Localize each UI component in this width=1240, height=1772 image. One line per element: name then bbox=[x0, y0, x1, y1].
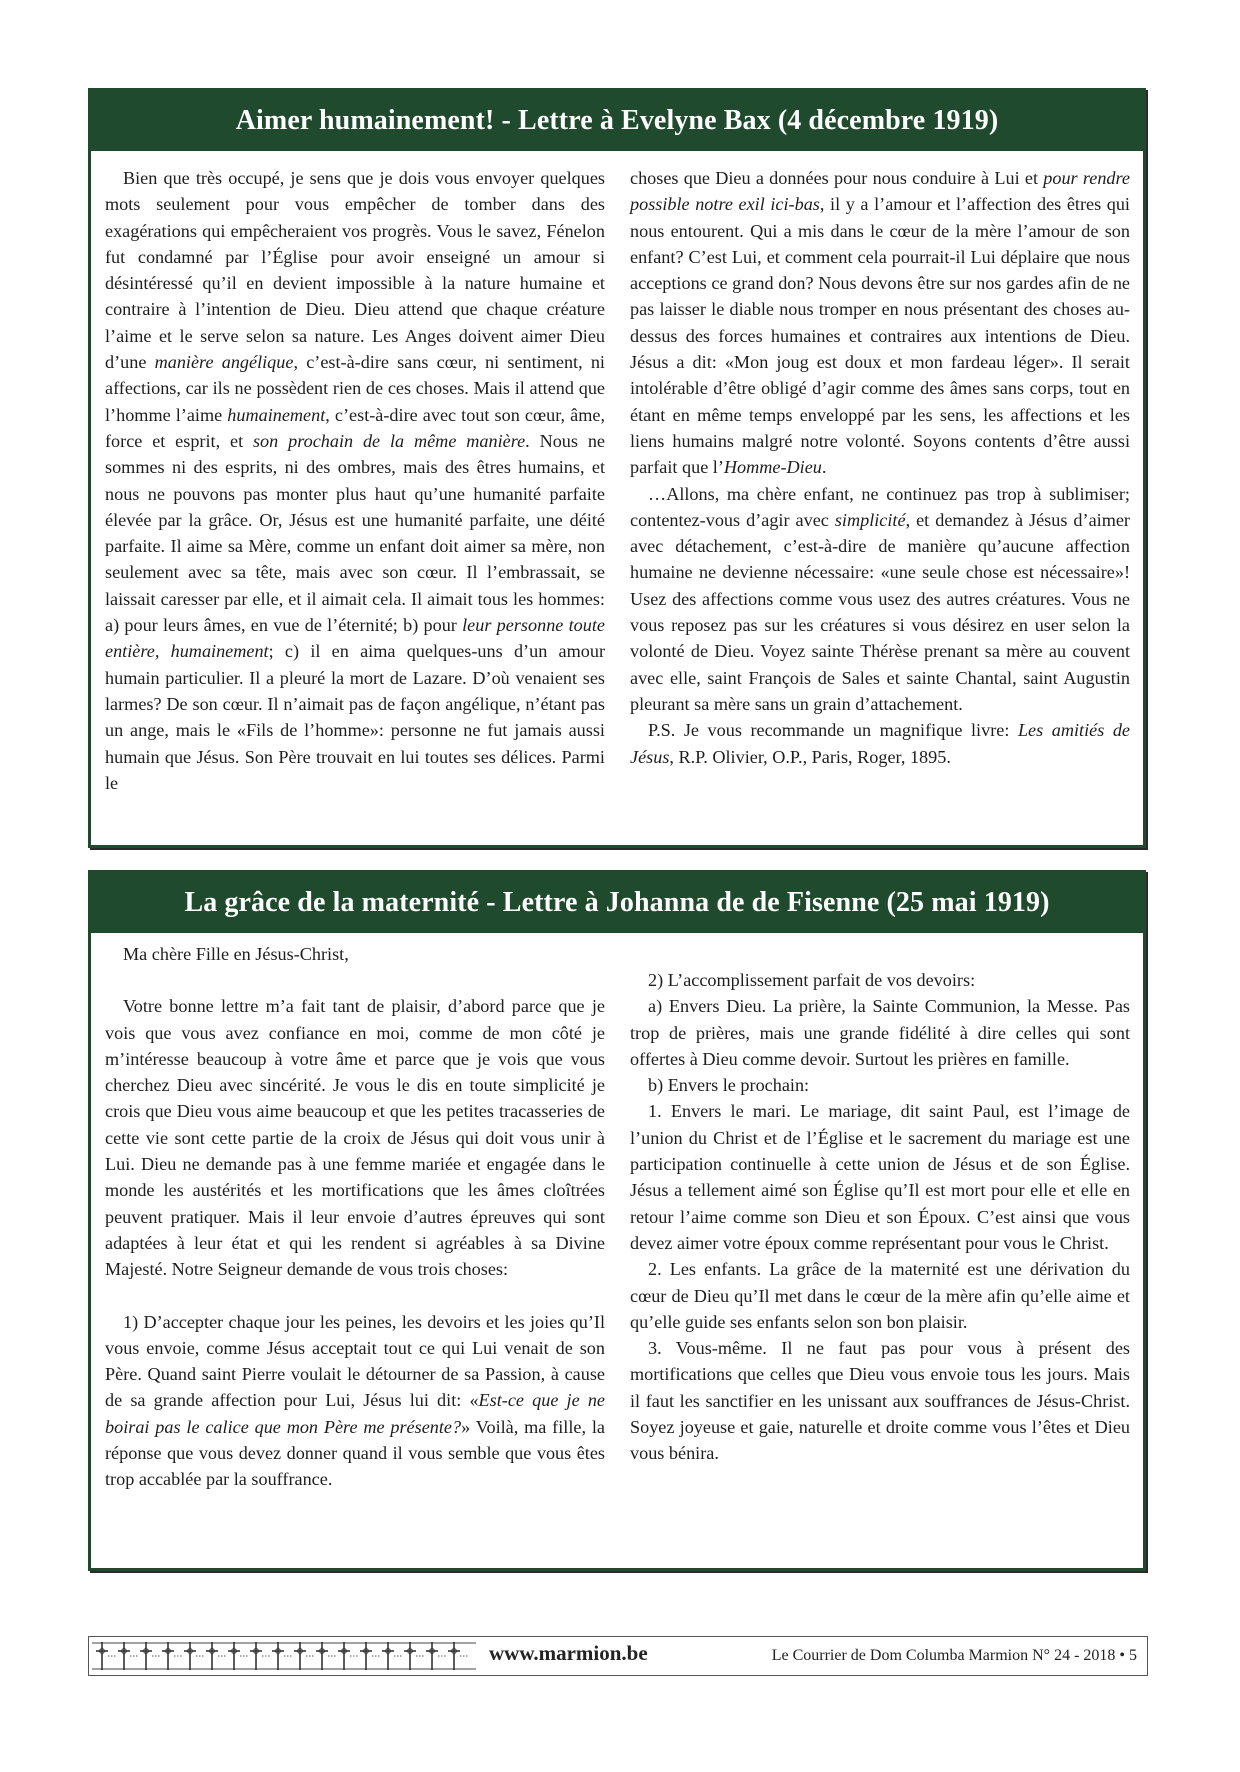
right-column bbox=[630, 933, 1130, 1493]
paragraph: Bien que très occupé, je sens que je dois vous envoyer quelques mots seulement pour vous empêcher de tomber dans des exagérations qui empêcheraient vos progrès. Vous le savez, Fénelon fut condamné par l’Église pour avoir enseigné un amour si désintéressé qu’il en devient impossible à la nature humaine et contraire à l’intention de Dieu. Dieu attend que chaque créature l’aime et le serve selon sa nature. Les Anges doivent aimer Dieu d’une manière angélique, c’est-à-dire sans cœur, ni sentiment, ni affections, car ils ne possèdent rien de ces choses. Mais il attend que l’homme l’aime humainement, c’est-à-dire avec tout son cœur, âme, force et esprit, et son prochain de la même manière. Nous ne sommes ni des esprits, ni des ombres, mais des êtres humains, et nous ne pouvons pas monter plus haut qu’une humanité parfaite élevée par la grâce. Or, Jésus est une humanité parfaite, une déité parfaite. Il aime sa Mère, comme un enfant doit aimer sa mère, non seulement avec sa tête, mais avec son cœur. Il l’embrassait, se laissait caresser par elle, et il aimait cela. Il aimait tous les hommes: a) pour leurs âmes, en vue de l’éternité; b) pour leur personne toute entière, humainement; c) il en aima quelques-uns d’un amour humain particulier. Il a pleuré la mort de Lazare. D’où venaient ses larmes? De son cœur. Il n’aimait pas de façon angélique, n’étant pas un ange, mais le «Fils de l’homme»: personne ne fut jamais aussi humain que Jésus. Son Père trouvait en lui toutes ses délices. Parmi le bbox=[105, 168, 606, 793]
article-box-grace-maternite bbox=[88, 870, 1146, 1571]
right-column bbox=[630, 165, 1130, 796]
paragraph: 2. Les enfants. La grâce de la maternité est une dérivation du cœur de Dieu qu’Il met dans le cœur de la mère afin qu’elle aime et qu’elle guide ses enfants selon son bon plaisir. bbox=[630, 1259, 1130, 1332]
article-columns bbox=[91, 151, 1143, 796]
paragraph: b) Envers le prochain: bbox=[648, 1075, 810, 1096]
article-box-aimer-humainement bbox=[88, 88, 1146, 848]
paragraph: 3. Vous-même. Il ne faut pas pour vous à présent des mortifications que celles que Dieu vous envoie tous les jours. Mais il faut les sanctifier en les unissant aux souffrances de Jésus-Christ. Soyez joyeuse et gaie, naturelle et droite comme vous l’êtes et Dieu vous bénira. bbox=[630, 1338, 1130, 1464]
issue-info: Le Courrier de Dom Columba Marmion N° 24 - 2018 • 5 bbox=[771, 1647, 1137, 1664]
page-footer bbox=[88, 1636, 1148, 1676]
website-link[interactable]: www.marmion.be bbox=[489, 1641, 648, 1665]
paragraph: 1. Envers le mari. Le mariage, dit saint Paul, est l’image de l’union du Christ et de l’Église et le sacrement du mariage est une participation continuelle à cette union de Jésus et de son Église. Jésus a tellement aimé son Église qu’Il est mort pour elle et elle en retour l’aime comme son Dieu et son Époux. C’est ainsi que vous devez aimer votre époux comme représentant pour vous le Christ. bbox=[630, 1101, 1130, 1253]
paragraph: choses que Dieu a données pour nous conduire à Lui et pour rendre possible notre exil ici-bas, il y a l’amour et l’affection des êtres qui nous entourent. Qui a mis dans le cœur de la mère l’amour de son enfant? C’est Lui, et comment cela pourrait-il Lui déplaire que nous acceptions ce grand don? Nous devons être sur nos gardes afin de ne pas laisser le diable nous tromper en nous présentant des choses au-dessus des forces humaines et contraires aux intentions de Dieu. Jésus a dit: «Mon joug est doux et mon fardeau léger». Il serait intolérable d’être obligé d’agir comme des âmes sans corps, tout en étant en même temps enveloppé par les sens, les affections et les liens humains malgré notre volonté. Soyons contents d’être aussi parfait que l’Homme-Dieu. bbox=[630, 168, 1130, 478]
cross-ornament-icon bbox=[92, 1640, 476, 1672]
paragraph: 1) D’accepter chaque jour les peines, les devoirs et les joies qu’Il vous envoie, comme Jésus acceptait tout ce qui Lui venait de son Père. Quand saint Pierre voulait le détourner de sa Passion, à cause de sa grande affection pour Lui, Jésus lui dit: «Est-ce que je ne boirai pas le calice que mon Père me présente?» Voilà, ma fille, la réponse que vous devez donner quand il vous semble que vous êtes trop accablée par la souffrance. bbox=[105, 1311, 605, 1490]
article-title: La grâce de la maternité - Lettre à Johanna de de Fisenne (25 mai 1919) bbox=[91, 873, 1143, 933]
left-column bbox=[105, 933, 605, 1493]
paragraph: 2) L’accomplissement parfait de vos devoirs: bbox=[648, 970, 976, 990]
article-columns bbox=[91, 933, 1143, 1493]
postscript: P.S. Je vous recommande un magnifique livre: Les amitiés de Jésus, R.P. Olivier, O.P., Paris, Roger, 1895. bbox=[630, 720, 1130, 767]
paragraph: …Allons, ma chère enfant, ne continuez pas trop à sublimiser; contentez-vous d’agir avec simplicité, et demandez à Jésus d’aimer avec détachement, c’est-à-dire de manière qu’aucune affection humaine ne devienne nécessaire: «une seule chose est nécessaire»! Usez des affections comme vous usez des autres créatures. Vous ne vous reposez pas sur les créatures si vous désirez en user selon la volonté de Dieu. Voyez sainte Thérèse prenant sa mère au couvent avec elle, saint François de Sales et sainte Chantal, saint Augustin pleurant sa mère sans un grain d’attachement. bbox=[630, 483, 1130, 714]
paragraph: Votre bonne lettre m’a fait tant de plaisir, d’abord parce que je vois que vous avez confiance en moi, comme de mon côté je m’intéresse beaucoup à votre âme et parce que je vois que vous cherchez Dieu avec sincérité. Je vous le dis en toute simplicité je crois que Dieu vous aime beaucoup et que les petites tracasseries de cette vie sont cette partie de la croix de Jésus qui doit vous unir à Lui. Dieu ne demande pas à une femme mariée et engagée dans le monde les austérités et les mortifications que les âmes cloîtrées peuvent pratiquer. Mais il leur envoie d’autres épreuves qui sont adaptées à leur état et qui les rendent si agréables à sa Divine Majesté. Notre Seigneur demande de vous trois choses: bbox=[105, 996, 605, 1280]
salutation: Ma chère Fille en Jésus-Christ, bbox=[123, 944, 349, 964]
paragraph: a) Envers Dieu. La prière, la Sainte Communion, la Messe. Pas trop de prières, mais une grande fidélité à dire celles qui sont offertes à Dieu comme devoir. Surtout les prières en famille. bbox=[630, 996, 1130, 1069]
article-title: Aimer humainement! - Lettre à Evelyne Bax (4 décembre 1919) bbox=[91, 91, 1143, 151]
left-column bbox=[105, 165, 605, 796]
